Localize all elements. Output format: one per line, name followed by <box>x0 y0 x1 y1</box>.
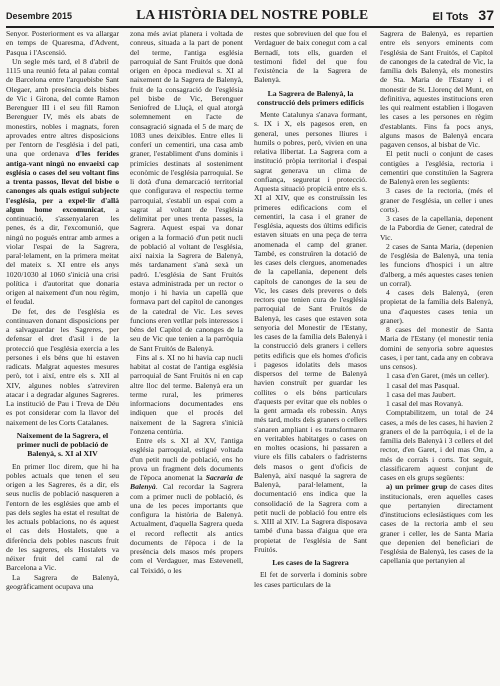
list-item: 2 cases de Santa Maria, (depenien de l'església de Balenyà, una tenia les funcions d'hospici i un altre d'alberg, a més aquestes cases tenien un corral). <box>380 241 493 288</box>
publication-name: El Tots <box>432 11 469 23</box>
paragraph: Sagrera de Balenyà, es repartien entre els senyors eminents com l'església de Sant Fruitós, el Capítol de canonges de la catedral de Vic, la família dels Balenyà, els monestirs de Sta. Maria de l'Estany i el monestir de St. Llorenç del Munt, en definitiva, aquestes institucions eren les qui realment establien i llogaven les cases a les persones en règim d'establants. Fins fa pocs anys, alguns masos de Balenyà encara pagaven censos, al bisbat de Vic. <box>380 29 493 149</box>
subheading: La Sagrera de Balenyà, la construcció dels primers edificis <box>257 88 364 107</box>
header-rule <box>6 26 494 28</box>
issue-date: Desembre 2015 <box>6 11 73 21</box>
paragraph <box>380 482 493 565</box>
paragraph: Comptabilitzem, un total de 24 cases, a més de les cases, hi havien 2 graners el de la parròquia, i el de la família dels Balenyà i 3 cellers el del rector, d'en Garet, i del mas Om, a més de corrals i corts. Tot seguit, classificarem aquest conjunt de cases en els grups següents: <box>380 408 493 482</box>
section-title: LA HISTÒRIA DEL NOSTRE POBLE <box>136 7 369 22</box>
list-item: 1 casal del mas Rovanyà. <box>386 399 463 408</box>
list-item: 8 cases del monestir de Santa Maria de l'Estany (el monestir tenia domini de senyoria sobre aquestes cases, i per tant, cada any en cobrava uns censos). <box>380 325 493 371</box>
list-item: 1 casal del mas Pasqual. <box>386 380 460 390</box>
header-right <box>433 7 494 25</box>
page-number: 37 <box>478 7 494 23</box>
paragraph: El fet de sorverla i dominis sobre les cases particulars de la <box>254 570 367 589</box>
paragraph: El petit nucli o conjunt de cases contigües a l'església, rectoria i cementiri que constituïen la Sagrera de Balenyà eren les següents: <box>380 149 493 186</box>
bold-lead: a) un primer grup <box>386 482 448 492</box>
paragraph: Senyor. Posteriorment es va allargar en temps de Quaresma, d'Advent, Pasqua i l'Ascensió. <box>6 29 119 57</box>
list-item: 3 cases de la capellania, depenent de la Pabordia de Gener, catedral de Vic. <box>380 214 493 242</box>
list-item: 1 casa del mas Jaubert. <box>386 389 456 399</box>
paragraph <box>6 57 119 307</box>
paragraph: La Sagrera de Balenyà, geogràficament ocupava una <box>6 572 119 591</box>
paragraph: De fet, des de l'església es continuaven donant disposicions per a salvaguardar les Sagreres, per defensar el dret d'asil i de la protecció que l'església exercia a les persones i els béns que hi estaven radicats. Malgrat aquestes mesures però, tot i així, entre els s. XII al XIV, algunes nobles s'atreviren atacar i a degradar algunes Sagreres. La institució de Pau i Treva de Déu es pot considerar com la llavor del naixement de les Corts Catalanes. <box>6 306 119 427</box>
text-run: Entre els s. XI al XV, l'antiga església parroquial, estigué voltada d'un petit nucli de població, ens ho prova un fragment dels documents de l'època anomenat la <box>130 436 243 482</box>
bold-quote: d'les ferides antiga-vant ningú no envaeixi cap església o cases del seu voltant fins a trenta passos, llevat del bisbe o canonges als quals estigui subjecte l'església, per a expel·lir d'allà algun home excomunicat <box>6 149 119 214</box>
list-item: 1 casa d'en Garet, (més un celler). <box>386 371 489 381</box>
italic-term: Sacraria de Balenyà <box>130 473 243 492</box>
paragraph: zona més aviat planera i voltada de conreus, situada a la part de ponent del terme, l'antiga església parroquial de Sant Fruitós que donà origen en època medieval s. XI al naixement de la Sagrera de Balenyà, fruit de la consagració de l'església pel bisbe de Vic, Berenguer Seniofred de Lluçà, el qual atorgà solemnement en l'acte de consagració signada el 5 de març de 1083 unes deixibles. Entre elles li conferí un cementiri, una casa amb graner, l'establiment d'uns dominis i primícies destinats al sosteniment econòmic de l'església parroquial. Se li dotà d'una demarcació territorial que configurava el respectiu terme parroquial, s'establí un espai com a sagrat al voltant de l'església delimitat per unes trenta passes, la Sagrera. Aquest espai va donar origen a la formació d'un petit nucli de població al voltant de l'església, així naixia la Sagrera de Balenyà, més tardanament s'anà sexà un padró. L'església de Sant Fruitós estava administrada per un rector o monjo i hi havia un capellà que formava part del capítol de canonges de la catedral de Vic. Les seves funcions eren vetllar pels interessos i béns del Capítol de canonges de la seu de Vic que tenien a la parròquia de Sant Fruitós de Balenyà. <box>130 29 243 353</box>
paragraph: Fins al s. XI no hi havia cap nucli habitat al costat de l'antiga església parroquial de Sant Fruitós ni en cap altre lloc del terme. Balenyà era un terme rural, les primeres informacions documentades ens indiquen que el procés del naixement de la Sagrera s'inicià l'onzena centúria. <box>130 352 243 436</box>
column-3 <box>254 29 367 685</box>
subheading: Naixement de la Sagrera, el primer nucli de població de Balenyà, s. XI al XIV <box>16 430 109 459</box>
text-run: . Cal recordar la Sagrera com a primer nucli de població, és una de les peces importants que configura la història de Balenyà. Actualment, d'aquella Sagrera queda el record reflectit als antics documents de l'època i de la presència dels masos més propers com el Verdaguer, mas Estevenell, cal Teixidó, o les <box>130 482 243 575</box>
subheading: Les cases de la Sagrera <box>272 558 349 568</box>
text-run: Un segle més tard, el 8 d'abril de 1115 una reunió feta al palau comtal de Barcelona entre l'arquebisbe Sant Olegaer, amb presència dels bisbes de Vic i Girona, del comte Ramon Berenguer III i el seu fill Ramon Berenguer IV, més els abats de monestirs, nobles i magnats, foren aprovades entre altres disposicions per l'entorn de l'església i del pati, una que ordenava <box>6 56 119 159</box>
list-item: 4 cases dels Balenyà, (eren propietat de la família dels Balenyà, una d'aquestes cases tenia un graner). <box>380 288 493 325</box>
paragraph: En primer lloc direm, que hi ha pobles actuals que tenen el seu origen a les Sagreres, és a dir, els seus nuclis de població nasqueren a l'entorn de les esglésies que amb el pas dels segles ha estat el resultat de les actuals poblacions, no és aquest el cas dels Hostalets, que a diferència dels pobles nascuts fruit de les sagreres, els Hostalets va néixer fruit del camí ral de Barcelona a Vic. <box>6 461 119 573</box>
paragraph: restes que sobreviuen del que fou el Verdaguer de baix conegut com a cal Bernadí, tots ells, guarden el testimoni fidel del que fou l'existència de la Sagrera de Balenyà. <box>254 29 367 85</box>
list-item: 3 cases de la rectoria, (més el graner de l'església, un celler i unes corts). <box>380 186 493 214</box>
text-run: , a continuació, s'assenyalaren les penes, és a dir, l'excomunió, que ningú no pogués entrar amb armes a violar l'espai de la Sagrera, paral·lelament, en la primera meitat del mateix s. XI entre els anys 1020/1030 al 1060 s'inicià una crisi política i d'autoritat que donaria origen al naixement d'un nou règim, el feudal. <box>6 204 119 307</box>
paragraph: Mente Catalunya s'anava formant, s. IX i X, els pagesos eren, en general, unes persones lliures i humils o pobres, però, vivien en una relativa llibertat. La Sagrera com a institució pròpia territorial i d'espai sagrat generava un clima de confiança, seguretat i protecció. Aquesta situació propicià entre els s. XI al XIV, que es construïssin les primeres edificacions com el cementiri, la casa i el graner de l'església, aquests dos últims edificis estaven situats en una peça de terra anomenada el camp del graner. També, es construïren la dotació de les cases dels clergues, anomenades de la capellania, depenent dels capítols de canonges de la seu de Vic, les cases dels preveres o dels rectors que tenien cura de l'església parroquial de Sant Fruitós de Balenyà, les cases que estaven sota senyoria del Monestir de l'Estany, les cases de la família dels Balenyà i la construcció dels graners i cellers petits edificis que els homes d'oficis i pagesos idolatits dels masos dispersos del terme de Balenyà havien construït per guardar les collites o els béns particulars d'aquests per evitar que els nobles o la gent armada els robessin. Anys més tard, molts dels graners o cellers s'anaren ampliant i es transformaren en veritables habitatges o cases on en moltes ocasions, hi passaren a viure els fills cabalers o fadristerns dels masos o gent d'oficis de Balenyà, així nasqué la sagrera de Balenyà, paral·lelament, la documentació ens indica que la consolidació de la Sagrera com a petit nucli de població fou entre els s. XIII al XIV. La Sagrera disposava també d'una bassa d'aigua que era propietat de l'església de Sant Fruitós. <box>254 110 367 554</box>
column-2 <box>130 29 243 685</box>
text-run: de cases dites institucionals, eren aquelles cases que pertanyien directament d'institucions eclesiàstiques com les cases de la rectoria amb el seu graner i celler, les de Santa Maria que depenien del beneficiari de l'església de Balenyà, les cases de la capellania que pertanyien al <box>380 482 493 566</box>
column-1 <box>6 29 119 685</box>
paragraph <box>130 436 243 575</box>
page-header <box>6 3 494 25</box>
column-4 <box>380 29 493 685</box>
